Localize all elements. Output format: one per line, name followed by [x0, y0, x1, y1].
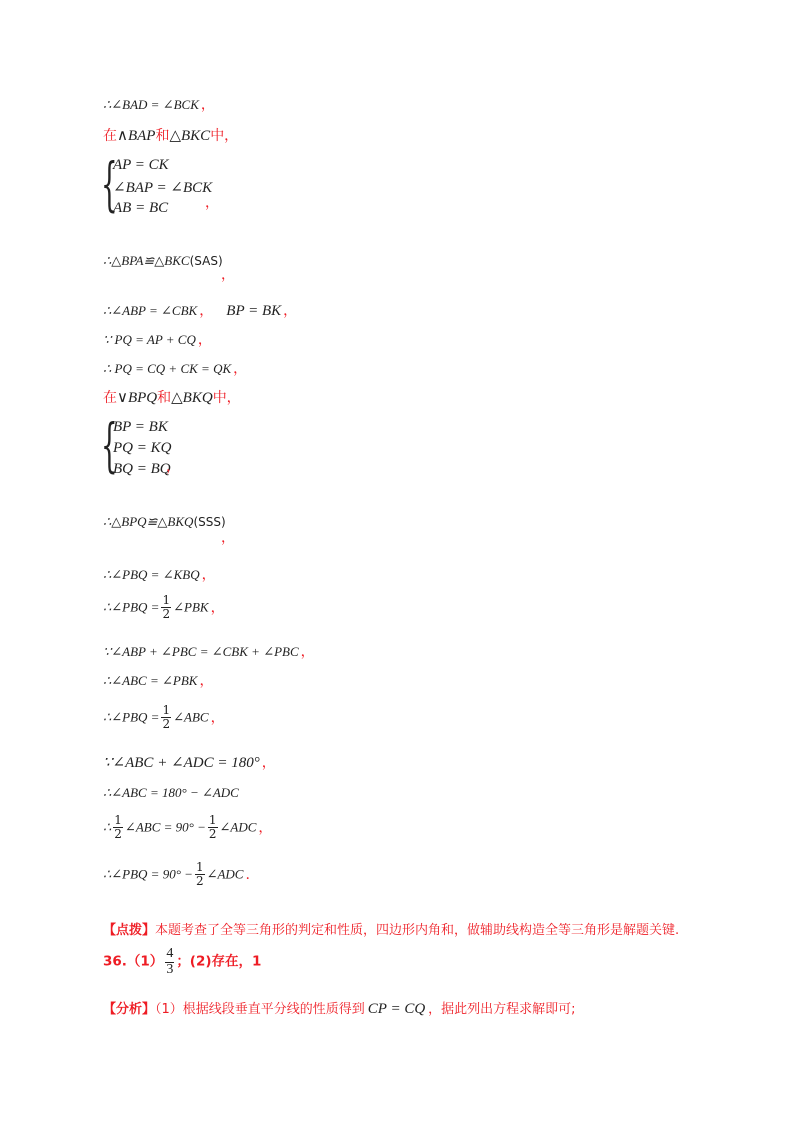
tips-paragraph	[103, 921, 679, 937]
left-brace: {	[101, 411, 118, 479]
proof-line-13: ∴∠ABC = ∠PBK ，	[103, 673, 214, 689]
proof-line-5: ∴∠ABP = ∠CBK ， BP = BK ，	[103, 303, 298, 319]
proof-line-16: ∴∠ABC = 180° − ∠ADC	[103, 785, 239, 800]
answer-label: 36.（1）	[103, 953, 164, 970]
proof-line-17: ∴ $\frac{1}{2}$ ∠ABC = 90° − $\frac{1}{2}$ ∠ADC ，	[103, 813, 273, 841]
fraction-half: $\frac{1}{2}$	[195, 860, 204, 888]
proof-line-14: ∴∠PBQ = $\frac{1}{2}$ ∠ABC ，	[103, 703, 225, 731]
tips-tag: 【点拨】	[103, 923, 156, 938]
math-expr: ∴∠BAD = ∠BCK	[103, 97, 199, 112]
analysis-tag: 【分析】	[103, 1002, 156, 1017]
fraction-half: $\frac{1}{2}$	[162, 593, 171, 621]
fraction-half: $\frac{1}{2}$	[162, 703, 171, 731]
triangle-bkc: △BKC	[169, 128, 211, 144]
proof-line-8: 在∨BPQ和△BKQ中，	[103, 390, 241, 406]
tips-text: 本题考查了全等三角形的判定和性质，四边形内角和，做辅助线构造全等三角形是解题关键.	[155, 923, 680, 938]
fraction-half: $\frac{1}{2}$	[114, 813, 122, 841]
proof-line-congruence-2: ∴△BPQ≌△BKQ(SSS)	[103, 514, 226, 529]
proof-line-11: ∴∠PBQ = $\frac{1}{2}$ ∠PBK ，	[103, 593, 225, 621]
fraction-half: $\frac{1}{2}$	[208, 813, 217, 841]
proof-line-2: 在∧BAP和△BKC中，	[103, 128, 239, 144]
fraction-four-thirds: $\frac{4}{3}$	[166, 946, 174, 977]
triangle-bkq: △BKQ	[171, 390, 213, 406]
math-cp-cq: CP = CQ	[367, 1001, 426, 1017]
proof-line-15: ∵∠ABC + ∠ADC = 180° ，	[103, 755, 276, 771]
proof-line-10: ∴∠PBQ = ∠KBQ ，	[103, 567, 216, 583]
left-brace: {	[101, 150, 118, 218]
proof-line-12: ∵∠ABP + ∠PBC = ∠CBK + ∠PBC ，	[103, 644, 315, 660]
proof-line-1: ∴∠BAD = ∠BCK ，	[103, 97, 215, 113]
triangle-bap: ∧BAP	[117, 128, 156, 144]
proof-line-congruence-1: ∴△BPA≌△BKC(SAS)	[103, 253, 223, 268]
analysis-paragraph: 【分析】（1）根据线段垂直平分线的性质得到 CP = CQ ，据此列出方程求解即可;	[103, 1001, 576, 1017]
proof-line-6: ∵ PQ = AP + CQ ，	[103, 332, 212, 348]
answer-36: 36.（1） $\frac{4}{3}$ ；(2)存在，1	[103, 946, 262, 977]
proof-line-7: ∴ PQ = CQ + CK = QK ，	[103, 361, 248, 377]
proof-line-18: ∴∠PBQ = 90° − $\frac{1}{2}$ ∠ADC .	[103, 860, 250, 888]
triangle-bpq: ∨BPQ	[117, 390, 158, 406]
